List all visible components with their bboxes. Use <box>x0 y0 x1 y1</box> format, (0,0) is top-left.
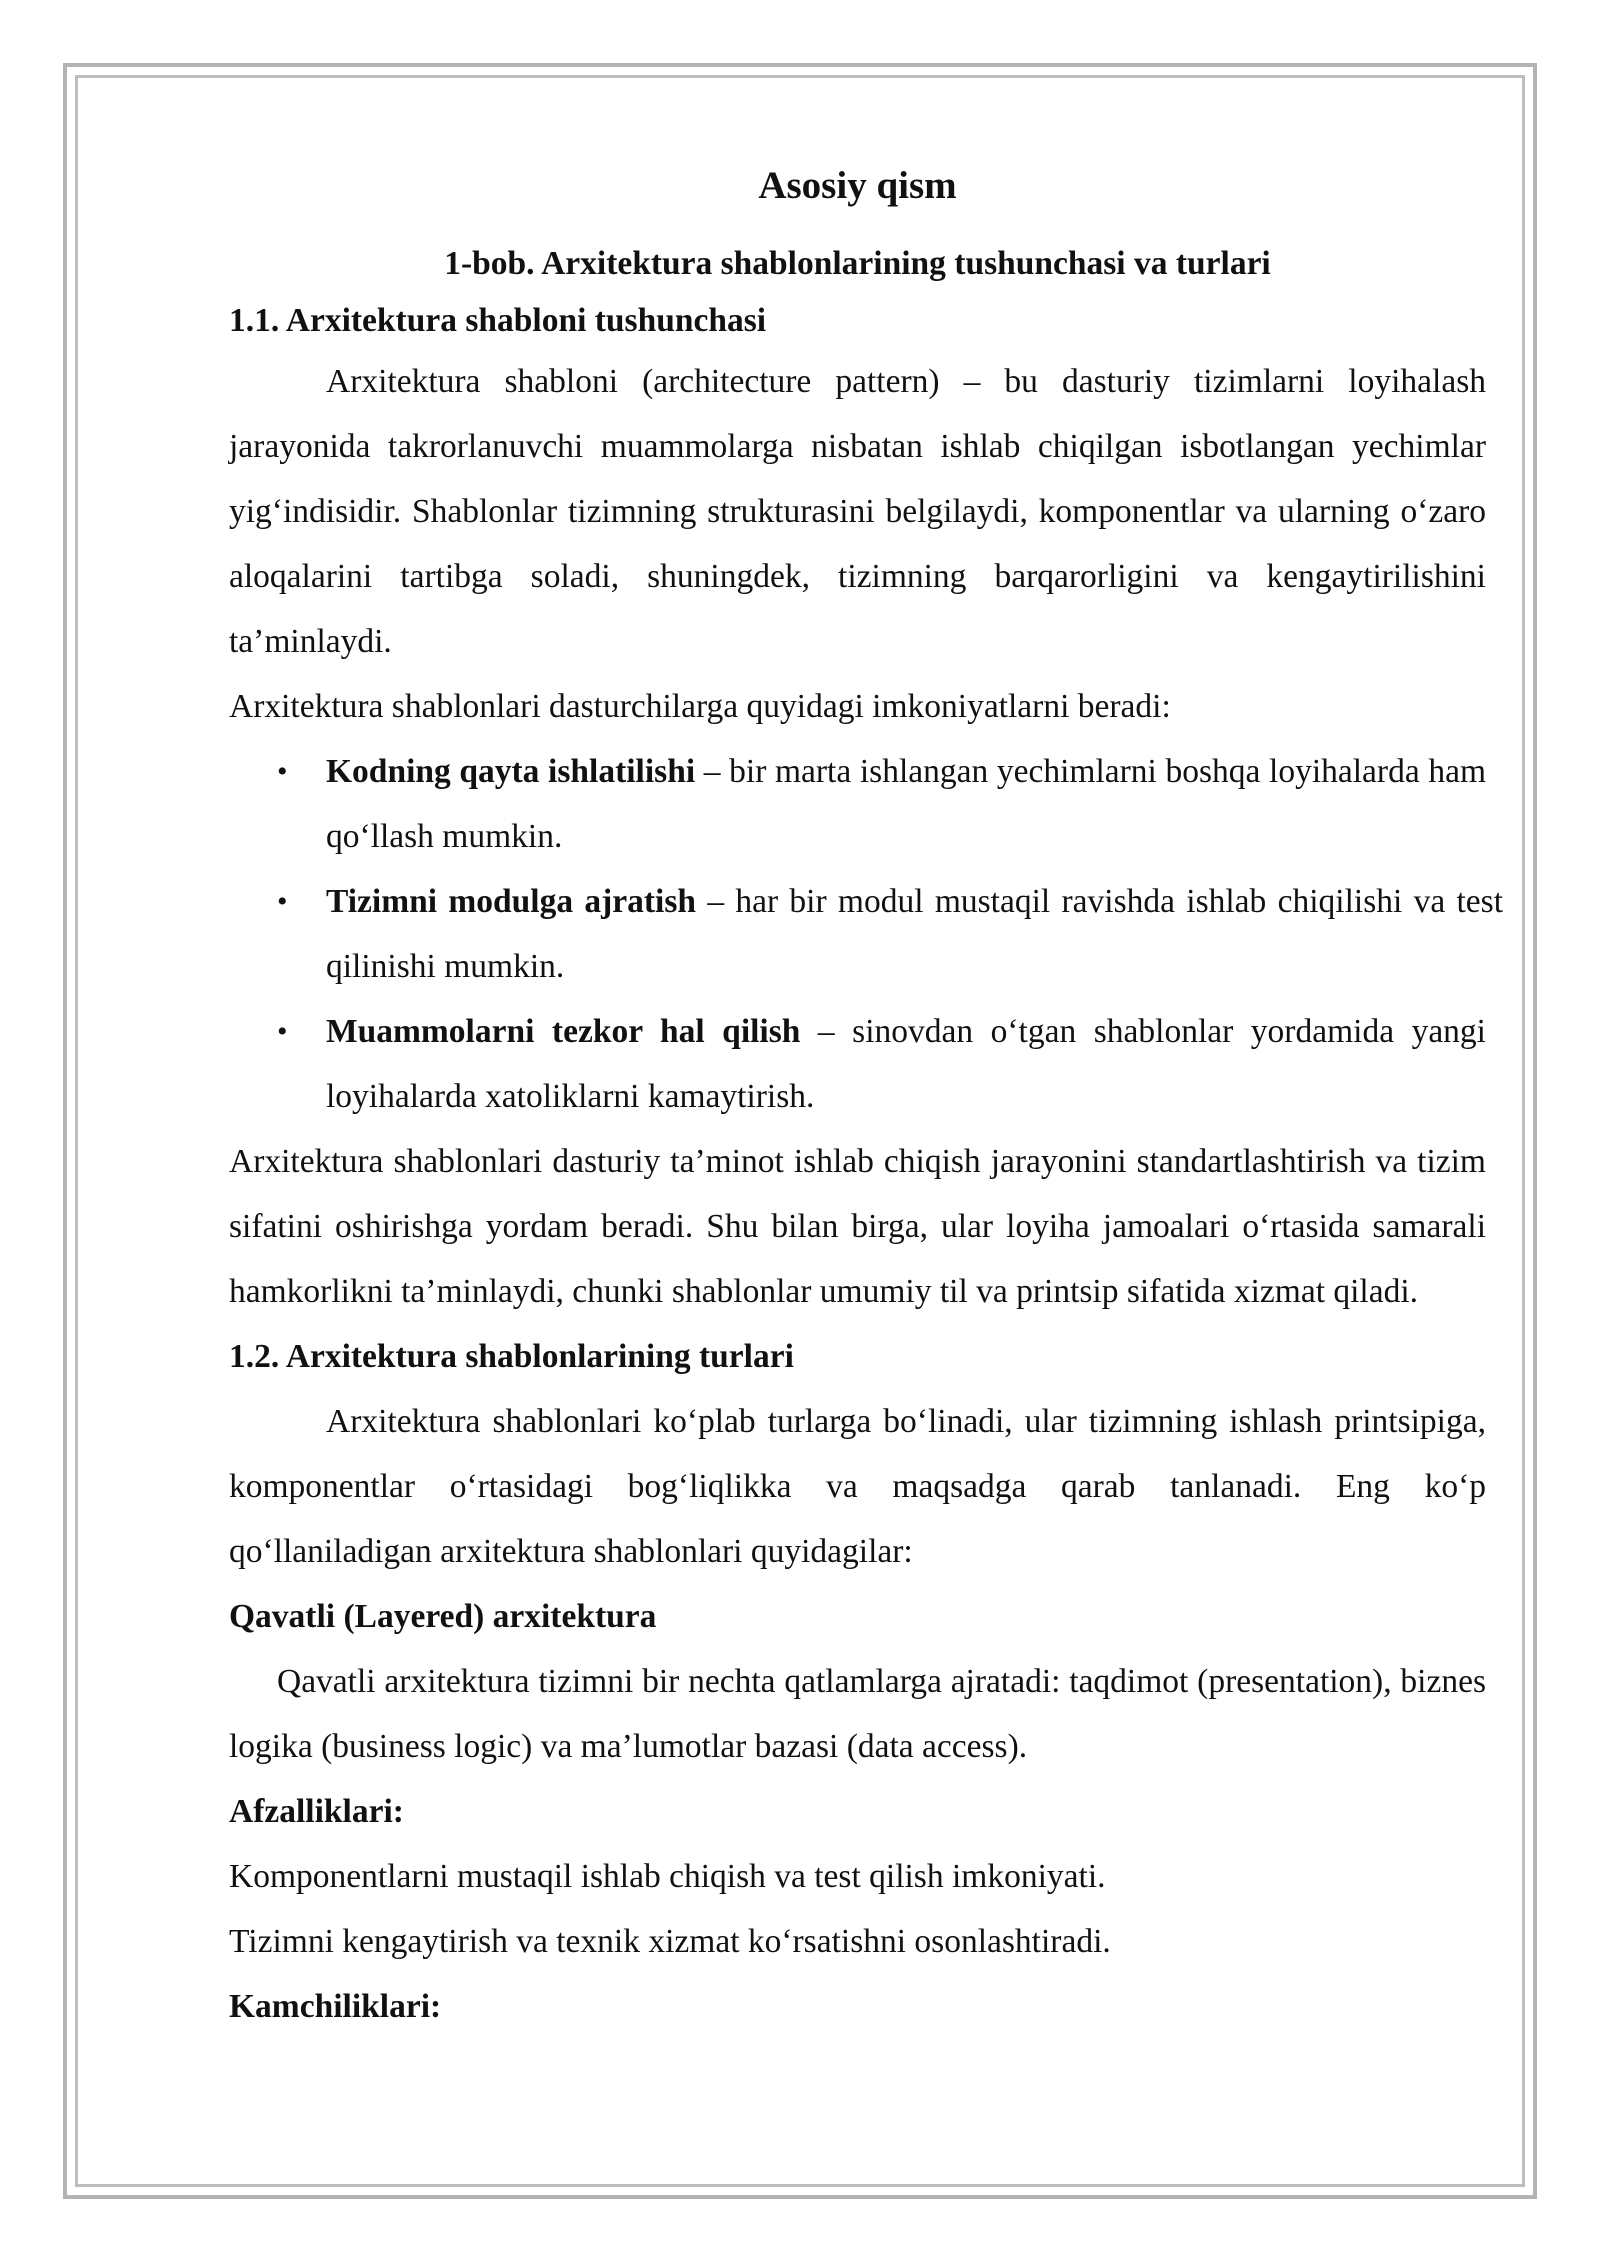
paragraph-benefits-intro: Arxitektura shablonlari dasturchilarga quyidagi imkoniyatlarni beradi: <box>229 688 1171 725</box>
advantage-item: Tizimni kengaytirish va texnik xizmat ko‘rsatishni osonlashtiradi. <box>229 1923 1111 1960</box>
section-heading-1-2: 1.2. Arxitektura shablonlarining turlari <box>229 1338 794 1375</box>
benefits-list <box>229 739 1503 1129</box>
disadvantages-heading: Kamchiliklari: <box>229 1988 442 2025</box>
list-item <box>229 869 1503 999</box>
subsection-heading-layered: Qavatli (Layered) arxitektura <box>229 1598 657 1635</box>
paragraph-types-intro: Arxitektura shablonlari ko‘plab turlarga bo‘linadi, ular tizimning ishlash printsipiga, komponentlar o‘rtasidagi bog‘liqlikka va maqsadga qarab tanlanadi. Eng ko‘p qo‘llaniladigan arxitektura shablonlari quyidagilar: <box>229 1403 1486 1570</box>
bullet-icon: • <box>277 885 288 918</box>
list-item-term: Muammolarni tezkor hal qilish <box>326 1013 801 1050</box>
chapter-heading: 1-bob. Arxitektura shablonlarining tushunchasi va turlari <box>444 245 1271 282</box>
bullet-icon: • <box>277 755 288 788</box>
advantage-item: Komponentlarni mustaqil ishlab chiqish va test qilish imkoniyati. <box>229 1858 1106 1895</box>
bullet-icon: • <box>277 1015 288 1048</box>
list-item-text: – har bir modul mustaqil ravishda ishlab chiqilishi va test qilinishi mumkin. <box>326 883 1503 985</box>
list-item-text: – sinovdan o‘tgan shablonlar yordamida yangi loyihalarda xatoliklarni kamaytirish. <box>326 1013 1486 1115</box>
paragraph-layered: Qavatli arxitektura tizimni bir nechta qatlamlarga ajratadi: taqdimot (presentation), biznes logika (business logic) va ma’lumotlar bazasi (data access). <box>229 1663 1486 1765</box>
advantages-heading: Afzalliklari: <box>229 1793 404 1830</box>
paragraph-definition: Arxitektura shabloni (architecture pattern) – bu dasturiy tizimlarni loyihalash jarayonida takrorlanuvchi muammolarga nisbatan ishlab chiqilgan isbotlangan yechimlar yig‘indisidir. Shablonlar tizimning strukturasini belgilaydi, komponentlar va ularning o‘zaro aloqalarini tartibga soladi, shuningdek, tizimning barqarorligini va kengaytirilishini ta’minlaydi. <box>229 363 1486 660</box>
list-item <box>229 999 1486 1129</box>
document-body <box>229 145 1503 2039</box>
page-title: Asosiy qism <box>758 164 957 207</box>
section-heading-1-1: 1.1. Arxitektura shabloni tushunchasi <box>229 302 767 339</box>
list-item-term: Kodning qayta ishlatilishi <box>326 753 696 790</box>
list-item <box>229 739 1486 869</box>
list-item-text: – bir marta ishlangan yechimlarni boshqa loyihalarda ham qo‘llash mumkin. <box>326 753 1486 855</box>
paragraph-standardization: Arxitektura shablonlari dasturiy ta’minot ishlab chiqish jarayonini standartlashtirish va tizim sifatini oshirishga yordam beradi. Shu bilan birga, ular loyiha jamoalari o‘rtasida samarali hamkorlikni ta’minlaydi, chunki shablonlar umumiy til va printsip sifatida xizmat qiladi. <box>229 1143 1486 1310</box>
list-item-term: Tizimni modulga ajratish <box>326 883 697 920</box>
